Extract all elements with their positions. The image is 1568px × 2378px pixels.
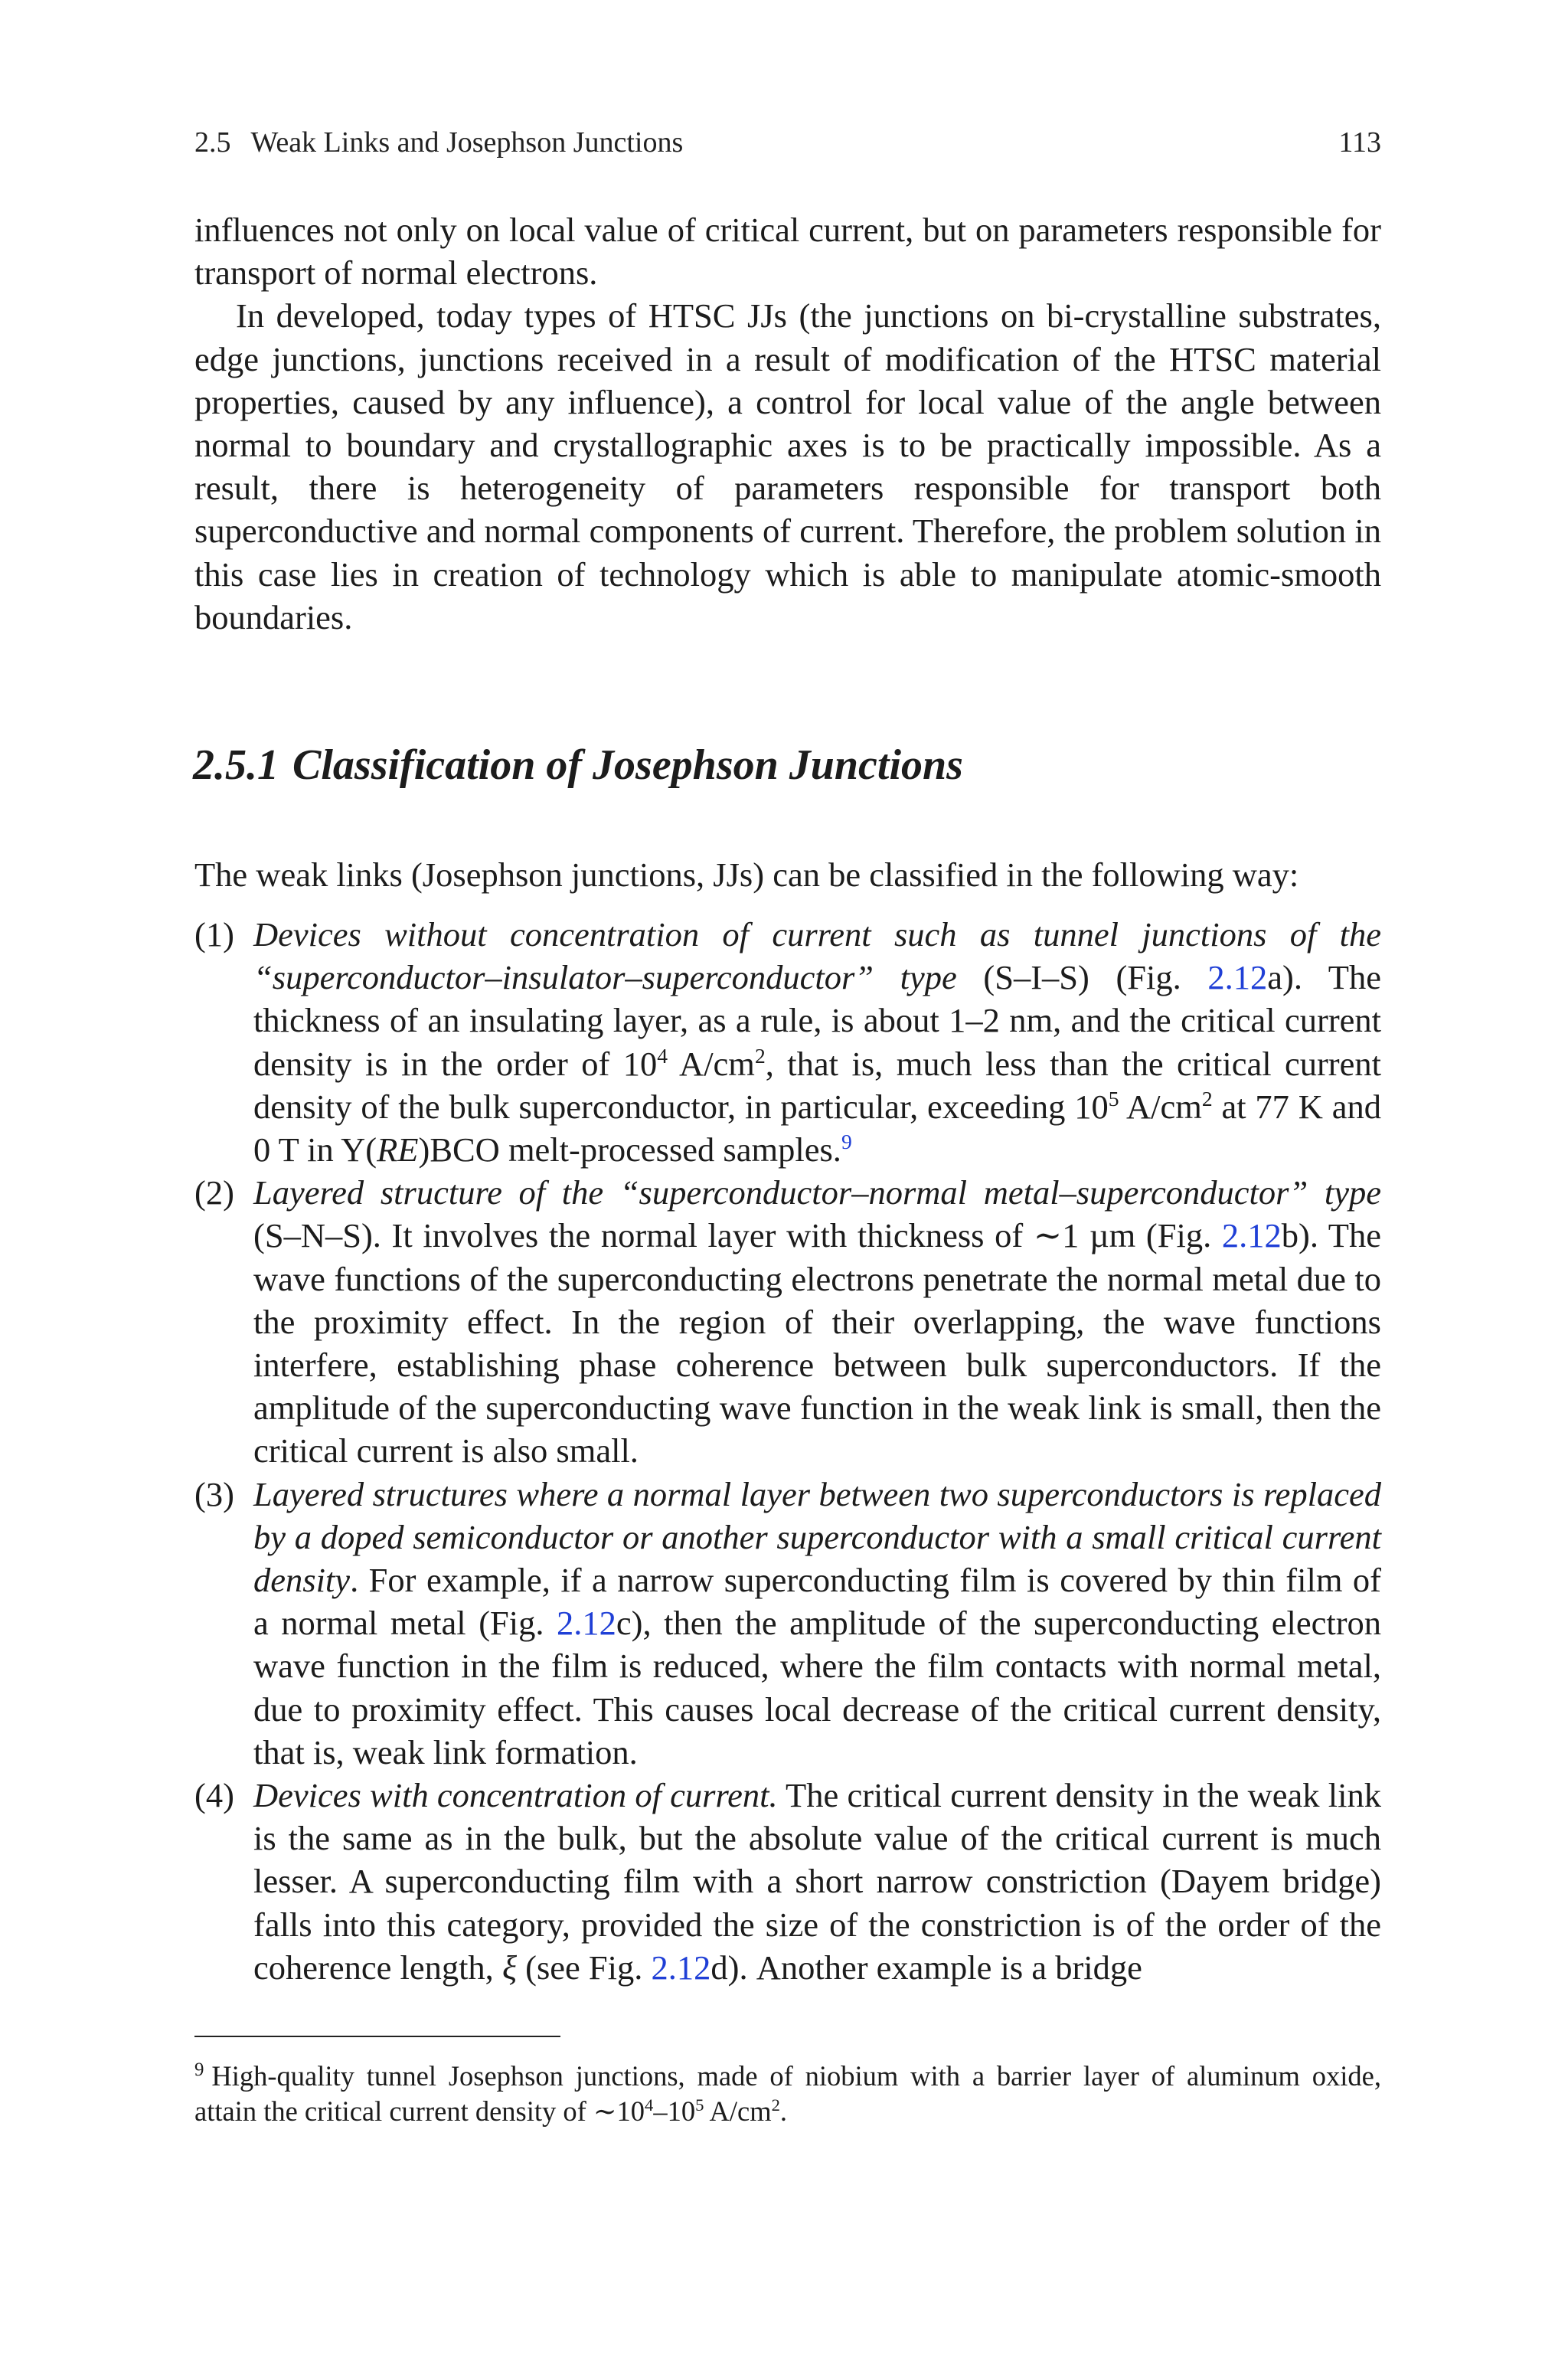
figure-link-2-12d[interactable]: 2.12 (651, 1948, 711, 1987)
footnote-sup-2: 5 (695, 2095, 704, 2115)
item4-text-3: d). Another example is a bridge (710, 1948, 1142, 1987)
section-lead-text: The weak links (Josephson junctions, JJs) can be classified in the following way: (194, 855, 1299, 894)
running-head-section-number: 2.5 (194, 126, 231, 159)
coherence-length-symbol: ξ (501, 1948, 517, 1987)
list-item-1 (194, 913, 1381, 1171)
item1-italic: Devices without concentration of current such as tunnel junctions of the “superconductor–insulator–superconductor” type (253, 915, 1381, 997)
footnote-sup-1: 4 (645, 2095, 654, 2115)
item1-re: RE (377, 1130, 419, 1169)
running-head (194, 126, 1381, 159)
running-head-section-title: Weak Links and Josephson Junctions (250, 126, 684, 159)
item1-sup-2: 2 (754, 1043, 766, 1068)
item2-text-1: (S–N–S). It involves the normal layer with thickness of ∼1 µm (Fig. (253, 1216, 1222, 1255)
section-title: Classification of Josephson Junctions (292, 741, 963, 789)
item3-italic: Layered structures where a normal layer between two superconductors is replaced by a doped semiconductor or another superconductor with a small critical current density (253, 1474, 1381, 1600)
list-item-3 (194, 1473, 1381, 1774)
footnote-number: 9 (194, 2059, 204, 2080)
footnote-text-2: –10 (653, 2095, 696, 2127)
item4-italic: Devices with concentration of current. (253, 1776, 778, 1815)
footnote-text-3: A/cm (704, 2095, 772, 2127)
footnote-9 (194, 2059, 1381, 2129)
section-number: 2.5.1 (193, 741, 279, 789)
figure-link-2-12b[interactable]: 2.12 (1221, 1216, 1282, 1255)
page-number: 113 (1338, 126, 1381, 159)
item4-text-2: (see Fig. (517, 1948, 652, 1987)
item1-sup-4: 2 (1201, 1086, 1213, 1110)
item4-text-1: The critical current density in the weak link is the same as in the bulk, but the absolute value of the critical current is much lesser. A superconducting film with a short narrow constriction (Dayem bridge) falls into this category, provided the size of the constriction is of the order of the coherence length, (253, 1776, 1381, 1987)
intro-paragraph-2: In developed, today types of HTSC JJs (the junctions on bi-crystalline substrates, edge junctions, junctions received in a result of modification of the HTSC material properties, caused by any influence), a control for local value of the angle between normal to boundary and crystallographic axes is to be practically impossible. As a result, there is heterogeneity of parameters responsible for transport both superconductive and normal components of current. Therefore, the problem solution in this case lies in creation of technology which is able to manipulate atomic-smooth boundaries. (194, 296, 1381, 636)
item1-text-7: )BCO melt-processed samples. (418, 1130, 841, 1169)
item2-text-2: b). The wave functions of the superconducting electrons penetrate the normal metal due to the proximity effect. In the region of their overlapping, the wave functions interfere, establishing phase coherence between bulk superconductors. If the amplitude of the superconducting wave function in the weak link is small, then the critical current is also small. (253, 1216, 1381, 1470)
item3-text-1: . For example, if a narrow superconducting film is covered by thin film of a normal metal (Fig. (253, 1561, 1381, 1643)
list-marker-3: (3) (194, 1474, 234, 1513)
item1-text-5: A/cm (1119, 1087, 1202, 1126)
section-heading (193, 738, 1380, 792)
intro-text (194, 208, 1381, 639)
footnote-sup-3: 2 (771, 2095, 780, 2115)
list-item-4 (194, 1774, 1381, 1989)
classification-list (194, 913, 1381, 1989)
footnote-text-1: High-quality tunnel Josephson junctions, made of niobium with a barrier layer of aluminum oxide, attain the critical current density of ∼10 (194, 2060, 1381, 2127)
footnote-link-9[interactable]: 9 (841, 1130, 852, 1154)
item3-text-2: c), then the amplitude of the superconducting electron wave function in the film is reduced, where the film contacts with normal metal, due to proximity effect. This causes local decrease of the critical current density, that is, weak link formation. (253, 1604, 1382, 1771)
intro-paragraph-1: influences not only on local value of critical current, but on parameters responsible for transport of normal electrons. (194, 211, 1381, 293)
list-marker-1: (1) (194, 915, 234, 953)
item1-sup-3: 5 (1108, 1086, 1119, 1110)
item2-italic: Layered structure of the “superconductor–normal metal–superconductor” type (253, 1173, 1381, 1212)
item1-text-3: A/cm (668, 1044, 755, 1083)
item1-text-2: a). The thickness of an insulating layer, as a rule, is about 1–2 nm, and the critical current density is in the order of 10 (253, 958, 1381, 1083)
item1-text-6: at 77 K and 0 T in Y( (253, 1087, 1381, 1169)
list-marker-4: (4) (194, 1776, 234, 1815)
list-marker-2: (2) (194, 1173, 234, 1212)
list-item-2 (194, 1171, 1381, 1472)
footnote-divider (194, 2036, 560, 2037)
footnote-text-4: . (779, 2095, 788, 2127)
item1-text-4: , that is, much less than the critical current density of the bulk superconductor, in particular, exceeding 10 (253, 1044, 1381, 1126)
item1-text-1: (S–I–S) (Fig. (956, 958, 1208, 997)
figure-link-2-12a[interactable]: 2.12 (1207, 958, 1268, 997)
figure-link-2-12c[interactable]: 2.12 (557, 1604, 616, 1643)
section-lead (194, 853, 1381, 896)
item1-sup-1: 4 (657, 1043, 668, 1068)
